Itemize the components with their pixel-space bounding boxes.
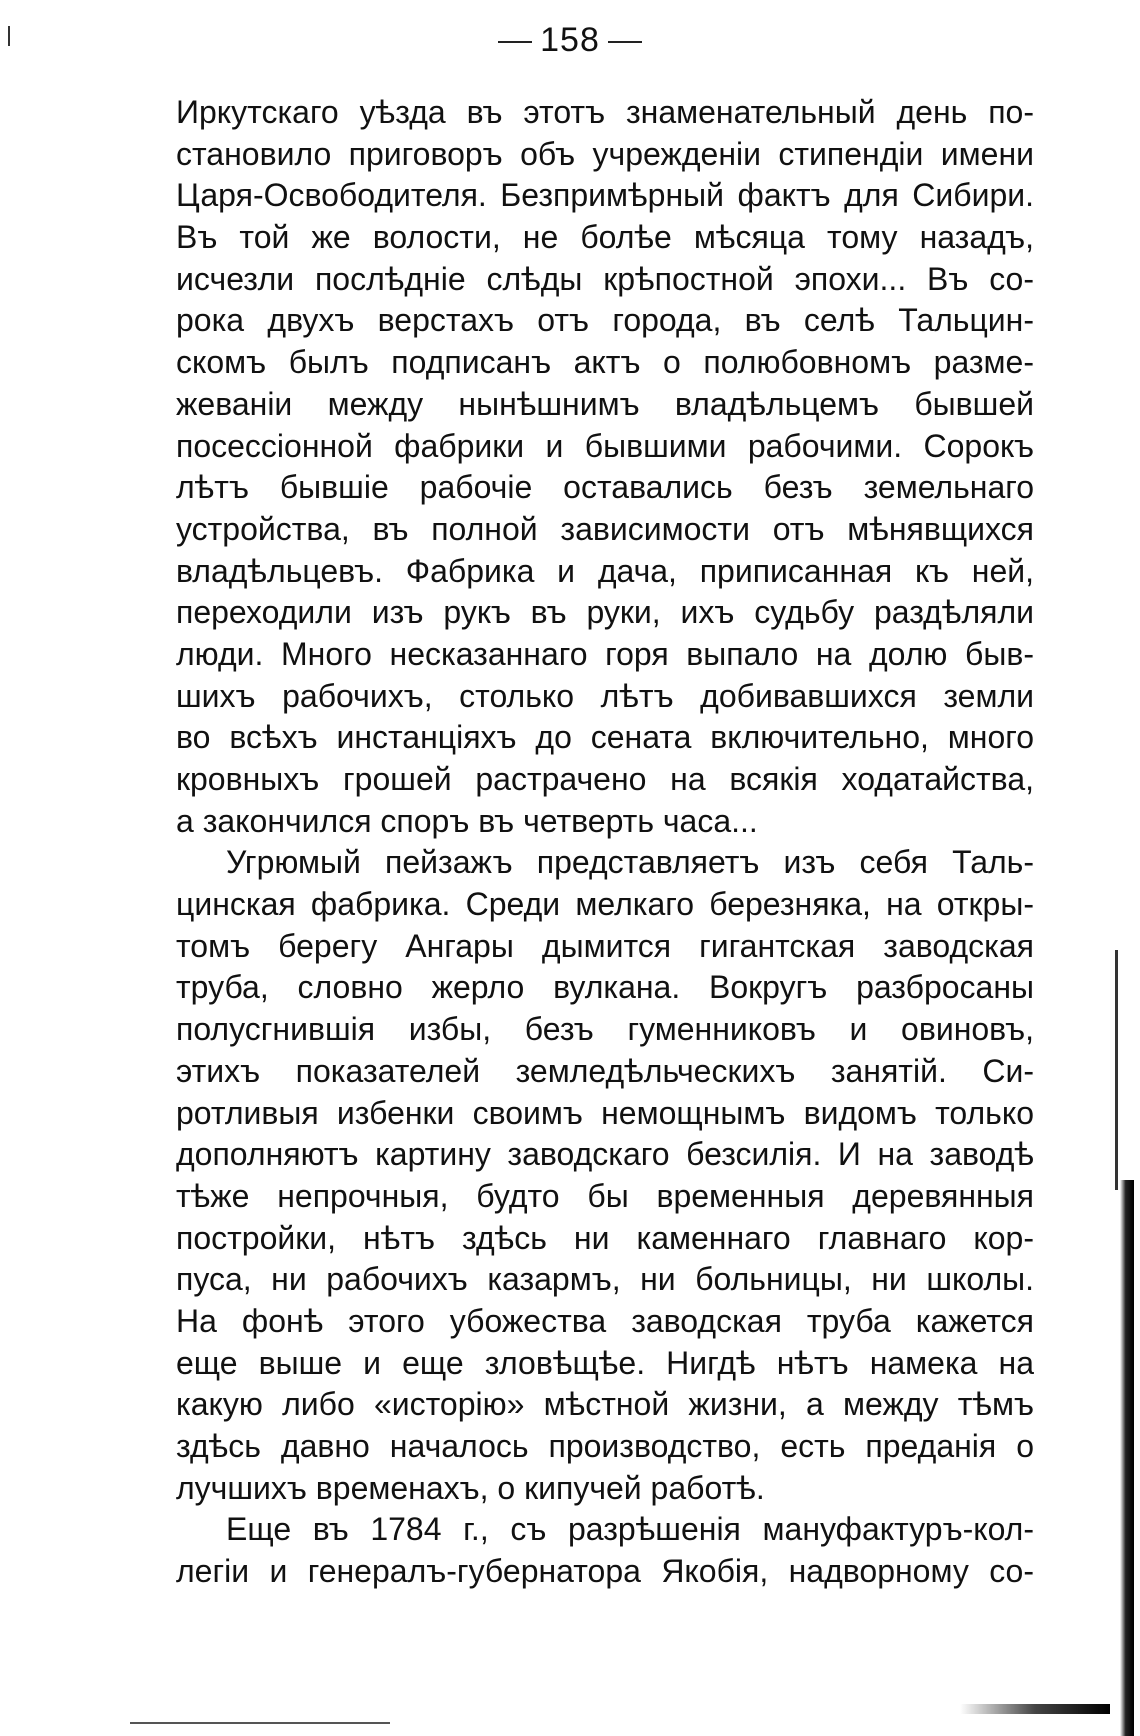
- text-line: исчезли послѣдніе слѣды крѣпостной эпохи... Въ со-: [176, 260, 1034, 297]
- dash-right: [608, 41, 642, 43]
- scan-bottom-line: [130, 1722, 390, 1724]
- text-line: рока двухъ верстахъ отъ города, въ селѣ Тальцин-: [176, 302, 1034, 339]
- text-line: пуса, ни рабочихъ казармъ, ни больницы, ни школы.: [176, 1261, 1034, 1298]
- text-line: а закончился споръ въ четверть часа...: [176, 802, 758, 839]
- text-line: устройства, въ полной зависимости отъ мѣнявщихся: [176, 510, 1034, 547]
- dash-left: [498, 41, 532, 43]
- text-line: На фонѣ этого убожества заводская труба кажется: [176, 1302, 1034, 1339]
- text-line: здѣсь давно началось производство, есть преданія о: [176, 1428, 1034, 1464]
- text-line: лучшихъ временахъ, о кипучей работѣ.: [176, 1469, 765, 1506]
- scan-edge-shadow: [1120, 1180, 1134, 1736]
- text-line: постройки, нѣтъ здѣсь ни каменнаго главнаго кор-: [176, 1219, 1034, 1256]
- text-line: легіи и генералъ-губернатора Якобія, надворному со-: [176, 1553, 1034, 1590]
- text-line: томъ берегу Ангары дымится гигантская заводская: [176, 927, 1034, 964]
- text-line: Иркутскаго уѣзда въ этотъ знаменательный день по-: [176, 94, 1034, 130]
- scan-bottom-shadow: [960, 1704, 1110, 1714]
- page-number-header: [0, 18, 1140, 62]
- paragraph-3: [176, 1509, 1034, 1592]
- text-line: переходили изъ рукъ въ руки, ихъ судьбу раздѣляли: [176, 594, 1034, 631]
- text-line: дополняютъ картину заводскаго безсилія. И на заводѣ: [176, 1136, 1034, 1173]
- text-line: кровныхъ грошей растрачено на всякія ходатайства,: [176, 761, 1034, 797]
- text-body: [176, 92, 1034, 1593]
- text-line: тѣже непрочныя, будто бы временныя деревянныя: [176, 1177, 1034, 1214]
- text-line: Еще въ 1784 г., съ разрѣшенія мануфактуръ-кол-: [226, 1511, 1034, 1548]
- text-line: еще выше и еще зловѣщѣе. Нигдѣ нѣтъ намека на: [176, 1344, 1034, 1381]
- text-line: жеваніи между нынѣшнимъ владѣльцемъ бывшей: [176, 385, 1034, 422]
- text-line: Царя-Освободителя. Безпримѣрный фактъ для Сибири.: [176, 177, 1034, 214]
- text-line: Въ той же волости, не болѣе мѣсяца тому назадъ,: [176, 219, 1034, 256]
- text-line: посессіонной фабрики и бывшими рабочими. Сорокъ: [176, 427, 1034, 464]
- paragraph-2: [176, 842, 1034, 1509]
- text-line: труба, словно жерло вулкана. Вокругъ разбросаны: [176, 969, 1034, 1006]
- text-line: скомъ былъ подписанъ актъ о полюбовномъ разме-: [176, 344, 1034, 381]
- text-line: цинская фабрика. Среди мелкаго березняка, на откры-: [176, 886, 1034, 923]
- scan-edge-line: [1115, 950, 1118, 1190]
- text-line: этихъ показателей земледѣльческихъ занятій. Си-: [176, 1052, 1034, 1089]
- text-line: становило приговоръ объ учрежденіи стипендіи имени: [176, 135, 1034, 172]
- text-line: какую либо «исторію» мѣстной жизни, а между тѣмъ: [176, 1386, 1034, 1423]
- text-line: Угрюмый пейзажъ представляетъ изъ себя Таль-: [226, 844, 1034, 881]
- text-line: шихъ рабочихъ, столько лѣтъ добивавшихся земли: [176, 677, 1034, 714]
- paragraph-1: [176, 92, 1034, 842]
- text-line: полусгнившія избы, безъ гуменниковъ и овиновъ,: [176, 1011, 1034, 1048]
- page-number: 158: [540, 21, 600, 59]
- text-line: во всѣхъ инстанціяхъ до сената включительно, много: [176, 719, 1034, 756]
- text-line: лѣтъ бывшіе рабочіе оставались безъ земельнаго: [176, 469, 1034, 506]
- text-line: владѣльцевъ. Фабрика и дача, приписанная къ ней,: [176, 552, 1034, 589]
- text-line: ротливыя избенки своимъ немощнымъ видомъ только: [176, 1094, 1034, 1131]
- text-line: люди. Много несказаннаго горя выпало на долю быв-: [176, 635, 1034, 672]
